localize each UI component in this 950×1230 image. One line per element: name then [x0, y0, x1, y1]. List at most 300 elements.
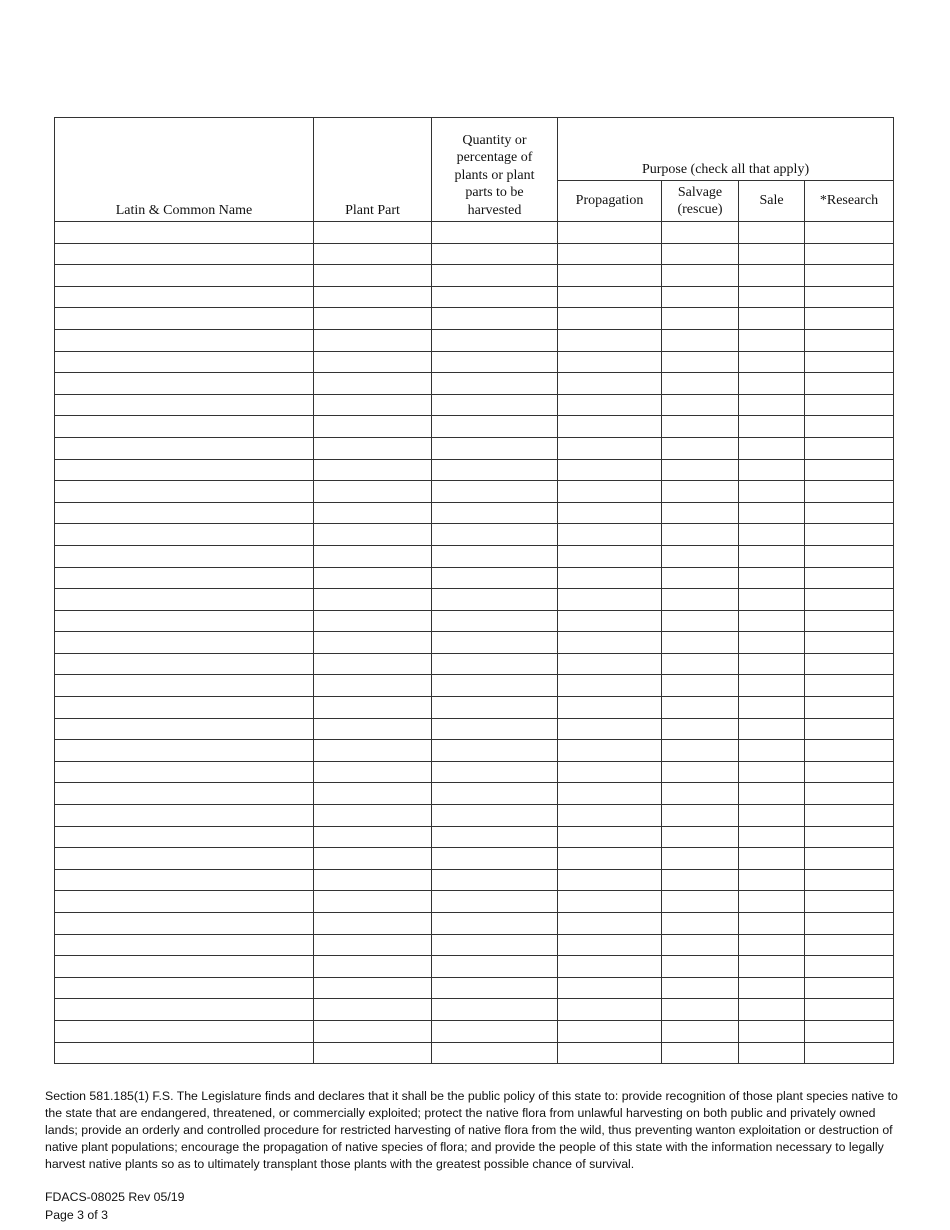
sale-checkbox-cell[interactable]	[739, 243, 805, 265]
research-checkbox-cell[interactable]	[805, 502, 894, 524]
name-cell[interactable]	[55, 891, 314, 913]
name-cell[interactable]	[55, 265, 314, 287]
research-checkbox-cell[interactable]	[805, 697, 894, 719]
research-checkbox-cell[interactable]	[805, 761, 894, 783]
sale-checkbox-cell[interactable]	[739, 632, 805, 654]
propagation-checkbox-cell[interactable]	[558, 805, 662, 827]
sale-checkbox-cell[interactable]	[739, 416, 805, 438]
sale-checkbox-cell[interactable]	[739, 999, 805, 1021]
propagation-checkbox-cell[interactable]	[558, 761, 662, 783]
table-row	[55, 265, 894, 287]
plant-part-cell[interactable]	[314, 718, 432, 740]
name-cell[interactable]	[55, 848, 314, 870]
research-checkbox-cell[interactable]	[805, 848, 894, 870]
sale-checkbox-cell[interactable]	[739, 675, 805, 697]
quantity-cell[interactable]	[432, 394, 558, 416]
salvage-checkbox-cell[interactable]	[662, 934, 739, 956]
research-checkbox-cell[interactable]	[805, 545, 894, 567]
page-number: Page 3 of 3	[45, 1208, 108, 1222]
research-checkbox-cell[interactable]	[805, 675, 894, 697]
plant-part-cell[interactable]	[314, 1020, 432, 1042]
quantity-cell[interactable]	[432, 826, 558, 848]
sale-checkbox-cell[interactable]	[739, 740, 805, 762]
quantity-cell[interactable]	[432, 222, 558, 244]
table-row	[55, 373, 894, 395]
name-cell[interactable]	[55, 999, 314, 1021]
research-checkbox-cell[interactable]	[805, 589, 894, 611]
name-cell[interactable]	[55, 545, 314, 567]
propagation-checkbox-cell[interactable]	[558, 632, 662, 654]
name-cell[interactable]	[55, 308, 314, 330]
research-checkbox-cell[interactable]	[805, 286, 894, 308]
sale-checkbox-cell[interactable]	[739, 502, 805, 524]
sale-checkbox-cell[interactable]	[739, 977, 805, 999]
quantity-cell[interactable]	[432, 1042, 558, 1064]
sale-checkbox-cell[interactable]	[739, 1020, 805, 1042]
table-row	[55, 934, 894, 956]
plant-part-cell[interactable]	[314, 351, 432, 373]
research-checkbox-cell[interactable]	[805, 869, 894, 891]
sale-checkbox-cell[interactable]	[739, 610, 805, 632]
name-cell[interactable]	[55, 1042, 314, 1064]
name-cell[interactable]	[55, 222, 314, 244]
salvage-checkbox-cell[interactable]	[662, 1042, 739, 1064]
research-checkbox-cell[interactable]	[805, 351, 894, 373]
propagation-checkbox-cell[interactable]	[558, 697, 662, 719]
quantity-cell[interactable]	[432, 891, 558, 913]
name-cell[interactable]	[55, 373, 314, 395]
quantity-cell[interactable]	[432, 545, 558, 567]
research-checkbox-cell[interactable]	[805, 740, 894, 762]
propagation-checkbox-cell[interactable]	[558, 567, 662, 589]
quantity-cell[interactable]	[432, 697, 558, 719]
name-cell[interactable]	[55, 502, 314, 524]
table-row	[55, 545, 894, 567]
plant-part-cell[interactable]	[314, 481, 432, 503]
plant-part-cell[interactable]	[314, 805, 432, 827]
propagation-checkbox-cell[interactable]	[558, 286, 662, 308]
quantity-cell[interactable]	[432, 653, 558, 675]
table-row	[55, 1020, 894, 1042]
research-checkbox-cell[interactable]	[805, 524, 894, 546]
name-cell[interactable]	[55, 567, 314, 589]
research-checkbox-cell[interactable]	[805, 891, 894, 913]
quantity-cell[interactable]	[432, 243, 558, 265]
quantity-cell[interactable]	[432, 567, 558, 589]
plant-part-cell[interactable]	[314, 956, 432, 978]
research-checkbox-cell[interactable]	[805, 373, 894, 395]
propagation-checkbox-cell[interactable]	[558, 999, 662, 1021]
salvage-checkbox-cell[interactable]	[662, 545, 739, 567]
salvage-checkbox-cell[interactable]	[662, 610, 739, 632]
name-cell[interactable]	[55, 977, 314, 999]
propagation-checkbox-cell[interactable]	[558, 977, 662, 999]
research-checkbox-cell[interactable]	[805, 1042, 894, 1064]
sale-checkbox-cell[interactable]	[739, 653, 805, 675]
name-cell[interactable]	[55, 632, 314, 654]
quantity-cell[interactable]	[432, 869, 558, 891]
salvage-checkbox-cell[interactable]	[662, 351, 739, 373]
name-cell[interactable]	[55, 351, 314, 373]
quantity-cell[interactable]	[432, 934, 558, 956]
quantity-cell[interactable]	[432, 805, 558, 827]
research-checkbox-cell[interactable]	[805, 308, 894, 330]
plant-part-cell[interactable]	[314, 653, 432, 675]
salvage-checkbox-cell[interactable]	[662, 394, 739, 416]
salvage-checkbox-cell[interactable]	[662, 286, 739, 308]
research-checkbox-cell[interactable]	[805, 956, 894, 978]
plant-part-cell[interactable]	[314, 675, 432, 697]
quantity-cell[interactable]	[432, 956, 558, 978]
sale-checkbox-cell[interactable]	[739, 848, 805, 870]
plant-part-cell[interactable]	[314, 891, 432, 913]
salvage-checkbox-cell[interactable]	[662, 459, 739, 481]
research-checkbox-cell[interactable]	[805, 632, 894, 654]
quantity-cell[interactable]	[432, 913, 558, 935]
research-checkbox-cell[interactable]	[805, 459, 894, 481]
plant-part-cell[interactable]	[314, 869, 432, 891]
sale-checkbox-cell[interactable]	[739, 826, 805, 848]
name-cell[interactable]	[55, 869, 314, 891]
quantity-cell[interactable]	[432, 977, 558, 999]
propagation-checkbox-cell[interactable]	[558, 394, 662, 416]
sale-checkbox-cell[interactable]	[739, 545, 805, 567]
name-cell[interactable]	[55, 956, 314, 978]
research-checkbox-cell[interactable]	[805, 653, 894, 675]
name-cell[interactable]	[55, 243, 314, 265]
salvage-checkbox-cell[interactable]	[662, 437, 739, 459]
header-propagation: Propagation	[558, 181, 662, 222]
name-cell[interactable]	[55, 1020, 314, 1042]
plant-part-cell[interactable]	[314, 222, 432, 244]
table-row	[55, 329, 894, 351]
name-cell[interactable]	[55, 524, 314, 546]
table-row	[55, 783, 894, 805]
propagation-checkbox-cell[interactable]	[558, 1042, 662, 1064]
research-checkbox-cell[interactable]	[805, 718, 894, 740]
plant-part-cell[interactable]	[314, 632, 432, 654]
quantity-cell[interactable]	[432, 718, 558, 740]
plant-part-cell[interactable]	[314, 610, 432, 632]
salvage-checkbox-cell[interactable]	[662, 675, 739, 697]
quantity-cell[interactable]	[432, 589, 558, 611]
name-cell[interactable]	[55, 589, 314, 611]
salvage-checkbox-cell[interactable]	[662, 891, 739, 913]
name-cell[interactable]	[55, 416, 314, 438]
salvage-checkbox-cell[interactable]	[662, 783, 739, 805]
quantity-cell[interactable]	[432, 999, 558, 1021]
research-checkbox-cell[interactable]	[805, 610, 894, 632]
quantity-cell[interactable]	[432, 783, 558, 805]
salvage-checkbox-cell[interactable]	[662, 416, 739, 438]
salvage-checkbox-cell[interactable]	[662, 1020, 739, 1042]
plant-part-cell[interactable]	[314, 329, 432, 351]
plant-part-cell[interactable]	[314, 848, 432, 870]
plant-part-cell[interactable]	[314, 913, 432, 935]
sale-checkbox-cell[interactable]	[739, 891, 805, 913]
salvage-checkbox-cell[interactable]	[662, 697, 739, 719]
salvage-checkbox-cell[interactable]	[662, 329, 739, 351]
salvage-checkbox-cell[interactable]	[662, 826, 739, 848]
salvage-checkbox-cell[interactable]	[662, 740, 739, 762]
sale-checkbox-cell[interactable]	[739, 1042, 805, 1064]
research-checkbox-cell[interactable]	[805, 783, 894, 805]
salvage-checkbox-cell[interactable]	[662, 524, 739, 546]
quantity-cell[interactable]	[432, 610, 558, 632]
salvage-checkbox-cell[interactable]	[662, 373, 739, 395]
name-cell[interactable]	[55, 740, 314, 762]
salvage-checkbox-cell[interactable]	[662, 222, 739, 244]
propagation-checkbox-cell[interactable]	[558, 243, 662, 265]
salvage-checkbox-cell[interactable]	[662, 502, 739, 524]
name-cell[interactable]	[55, 437, 314, 459]
salvage-checkbox-cell[interactable]	[662, 308, 739, 330]
propagation-checkbox-cell[interactable]	[558, 826, 662, 848]
name-cell[interactable]	[55, 286, 314, 308]
plant-part-cell[interactable]	[314, 826, 432, 848]
propagation-checkbox-cell[interactable]	[558, 675, 662, 697]
research-checkbox-cell[interactable]	[805, 1020, 894, 1042]
sale-checkbox-cell[interactable]	[739, 437, 805, 459]
name-cell[interactable]	[55, 459, 314, 481]
name-cell[interactable]	[55, 653, 314, 675]
header-salvage: Salvage (rescue)	[662, 181, 739, 222]
name-cell[interactable]	[55, 783, 314, 805]
name-cell[interactable]	[55, 329, 314, 351]
propagation-checkbox-cell[interactable]	[558, 740, 662, 762]
plant-part-cell[interactable]	[314, 265, 432, 287]
salvage-checkbox-cell[interactable]	[662, 956, 739, 978]
quantity-cell[interactable]	[432, 416, 558, 438]
sale-checkbox-cell[interactable]	[739, 913, 805, 935]
salvage-checkbox-cell[interactable]	[662, 243, 739, 265]
propagation-checkbox-cell[interactable]	[558, 308, 662, 330]
plant-part-cell[interactable]	[314, 740, 432, 762]
propagation-checkbox-cell[interactable]	[558, 848, 662, 870]
propagation-checkbox-cell[interactable]	[558, 524, 662, 546]
sale-checkbox-cell[interactable]	[739, 308, 805, 330]
propagation-checkbox-cell[interactable]	[558, 416, 662, 438]
sale-checkbox-cell[interactable]	[739, 265, 805, 287]
name-cell[interactable]	[55, 913, 314, 935]
name-cell[interactable]	[55, 826, 314, 848]
plant-part-cell[interactable]	[314, 999, 432, 1021]
sale-checkbox-cell[interactable]	[739, 459, 805, 481]
sale-checkbox-cell[interactable]	[739, 718, 805, 740]
quantity-cell[interactable]	[432, 437, 558, 459]
propagation-checkbox-cell[interactable]	[558, 459, 662, 481]
table-row	[55, 459, 894, 481]
table-row	[55, 437, 894, 459]
name-cell[interactable]	[55, 675, 314, 697]
propagation-checkbox-cell[interactable]	[558, 653, 662, 675]
plant-part-cell[interactable]	[314, 243, 432, 265]
research-checkbox-cell[interactable]	[805, 934, 894, 956]
plant-part-cell[interactable]	[314, 934, 432, 956]
propagation-checkbox-cell[interactable]	[558, 373, 662, 395]
table-row	[55, 1042, 894, 1064]
quantity-cell[interactable]	[432, 1020, 558, 1042]
plant-part-cell[interactable]	[314, 697, 432, 719]
research-checkbox-cell[interactable]	[805, 329, 894, 351]
plant-part-cell[interactable]	[314, 437, 432, 459]
propagation-checkbox-cell[interactable]	[558, 222, 662, 244]
table-row	[55, 740, 894, 762]
name-cell[interactable]	[55, 394, 314, 416]
name-cell[interactable]	[55, 610, 314, 632]
propagation-checkbox-cell[interactable]	[558, 1020, 662, 1042]
table-row	[55, 999, 894, 1021]
plant-part-cell[interactable]	[314, 589, 432, 611]
salvage-checkbox-cell[interactable]	[662, 869, 739, 891]
sale-checkbox-cell[interactable]	[739, 222, 805, 244]
sale-checkbox-cell[interactable]	[739, 869, 805, 891]
salvage-checkbox-cell[interactable]	[662, 481, 739, 503]
salvage-checkbox-cell[interactable]	[662, 977, 739, 999]
table-row	[55, 308, 894, 330]
quantity-cell[interactable]	[432, 761, 558, 783]
name-cell[interactable]	[55, 718, 314, 740]
research-checkbox-cell[interactable]	[805, 437, 894, 459]
salvage-checkbox-cell[interactable]	[662, 761, 739, 783]
salvage-checkbox-cell[interactable]	[662, 265, 739, 287]
sale-checkbox-cell[interactable]	[739, 805, 805, 827]
quantity-cell[interactable]	[432, 740, 558, 762]
research-checkbox-cell[interactable]	[805, 826, 894, 848]
legal-statement: Section 581.185(1) F.S. The Legislature finds and declares that it shall be the public policy of this state to: provide recognition of those plant species native to the state that are endangered, threatened, or commercially exploited; protect the native flora from unlawful harvesting on both public and privately owned lands; provide an orderly and controlled procedure for restricted harvesting of native flora from the wild, thus preventing wanton exploitation or destruction of native plant populations; encourage the propagation of native species of flora; and provide the people of this state with the information necessary to legally harvest native plants so as to ultimately transplant those plants with the greatest possible chance of survival.	[45, 1089, 898, 1171]
plant-part-cell[interactable]	[314, 373, 432, 395]
quantity-cell[interactable]	[432, 329, 558, 351]
propagation-checkbox-cell[interactable]	[558, 956, 662, 978]
salvage-checkbox-cell[interactable]	[662, 913, 739, 935]
research-checkbox-cell[interactable]	[805, 265, 894, 287]
sale-checkbox-cell[interactable]	[739, 329, 805, 351]
research-checkbox-cell[interactable]	[805, 977, 894, 999]
sale-checkbox-cell[interactable]	[739, 567, 805, 589]
sale-checkbox-cell[interactable]	[739, 481, 805, 503]
quantity-cell[interactable]	[432, 675, 558, 697]
table-row	[55, 869, 894, 891]
quantity-cell[interactable]	[432, 459, 558, 481]
propagation-checkbox-cell[interactable]	[558, 351, 662, 373]
table-row	[55, 524, 894, 546]
quantity-cell[interactable]	[432, 308, 558, 330]
plant-part-cell[interactable]	[314, 1042, 432, 1064]
plant-part-cell[interactable]	[314, 416, 432, 438]
sale-checkbox-cell[interactable]	[739, 783, 805, 805]
name-cell[interactable]	[55, 481, 314, 503]
salvage-checkbox-cell[interactable]	[662, 567, 739, 589]
name-cell[interactable]	[55, 761, 314, 783]
propagation-checkbox-cell[interactable]	[558, 869, 662, 891]
plant-part-cell[interactable]	[314, 524, 432, 546]
plant-part-cell[interactable]	[314, 502, 432, 524]
sale-checkbox-cell[interactable]	[739, 394, 805, 416]
propagation-checkbox-cell[interactable]	[558, 891, 662, 913]
propagation-checkbox-cell[interactable]	[558, 913, 662, 935]
sale-checkbox-cell[interactable]	[739, 761, 805, 783]
research-checkbox-cell[interactable]	[805, 416, 894, 438]
salvage-checkbox-cell[interactable]	[662, 805, 739, 827]
research-checkbox-cell[interactable]	[805, 999, 894, 1021]
sale-checkbox-cell[interactable]	[739, 524, 805, 546]
propagation-checkbox-cell[interactable]	[558, 481, 662, 503]
research-checkbox-cell[interactable]	[805, 567, 894, 589]
propagation-checkbox-cell[interactable]	[558, 329, 662, 351]
table-body	[55, 222, 894, 1064]
name-cell[interactable]	[55, 697, 314, 719]
quantity-cell[interactable]	[432, 524, 558, 546]
salvage-checkbox-cell[interactable]	[662, 589, 739, 611]
propagation-checkbox-cell[interactable]	[558, 437, 662, 459]
salvage-checkbox-cell[interactable]	[662, 999, 739, 1021]
plant-part-cell[interactable]	[314, 308, 432, 330]
plant-part-cell[interactable]	[314, 977, 432, 999]
header-quantity: Quantity or percentage of plants or plant parts to be harvested	[432, 118, 558, 222]
research-checkbox-cell[interactable]	[805, 243, 894, 265]
research-checkbox-cell[interactable]	[805, 222, 894, 244]
salvage-checkbox-cell[interactable]	[662, 632, 739, 654]
plant-part-cell[interactable]	[314, 761, 432, 783]
sale-checkbox-cell[interactable]	[739, 373, 805, 395]
quantity-cell[interactable]	[432, 632, 558, 654]
sale-checkbox-cell[interactable]	[739, 934, 805, 956]
plant-part-cell[interactable]	[314, 394, 432, 416]
table-row	[55, 718, 894, 740]
plant-part-cell[interactable]	[314, 459, 432, 481]
sale-checkbox-cell[interactable]	[739, 589, 805, 611]
table-row	[55, 761, 894, 783]
quantity-cell[interactable]	[432, 848, 558, 870]
sale-checkbox-cell[interactable]	[739, 286, 805, 308]
propagation-checkbox-cell[interactable]	[558, 502, 662, 524]
quantity-cell[interactable]	[432, 502, 558, 524]
sale-checkbox-cell[interactable]	[739, 697, 805, 719]
plant-part-cell[interactable]	[314, 545, 432, 567]
name-cell[interactable]	[55, 805, 314, 827]
salvage-checkbox-cell[interactable]	[662, 653, 739, 675]
quantity-cell[interactable]	[432, 265, 558, 287]
quantity-cell[interactable]	[432, 351, 558, 373]
research-checkbox-cell[interactable]	[805, 481, 894, 503]
plant-part-cell[interactable]	[314, 286, 432, 308]
research-checkbox-cell[interactable]	[805, 394, 894, 416]
plant-part-cell[interactable]	[314, 783, 432, 805]
quantity-cell[interactable]	[432, 373, 558, 395]
research-checkbox-cell[interactable]	[805, 913, 894, 935]
salvage-checkbox-cell[interactable]	[662, 718, 739, 740]
propagation-checkbox-cell[interactable]	[558, 589, 662, 611]
propagation-checkbox-cell[interactable]	[558, 783, 662, 805]
propagation-checkbox-cell[interactable]	[558, 545, 662, 567]
research-checkbox-cell[interactable]	[805, 805, 894, 827]
quantity-cell[interactable]	[432, 481, 558, 503]
sale-checkbox-cell[interactable]	[739, 351, 805, 373]
name-cell[interactable]	[55, 934, 314, 956]
plant-part-cell[interactable]	[314, 567, 432, 589]
propagation-checkbox-cell[interactable]	[558, 265, 662, 287]
footer	[45, 1188, 184, 1224]
table-row	[55, 848, 894, 870]
propagation-checkbox-cell[interactable]	[558, 718, 662, 740]
table-row	[55, 891, 894, 913]
quantity-cell[interactable]	[432, 286, 558, 308]
salvage-checkbox-cell[interactable]	[662, 848, 739, 870]
table-row	[55, 610, 894, 632]
propagation-checkbox-cell[interactable]	[558, 934, 662, 956]
sale-checkbox-cell[interactable]	[739, 956, 805, 978]
propagation-checkbox-cell[interactable]	[558, 610, 662, 632]
